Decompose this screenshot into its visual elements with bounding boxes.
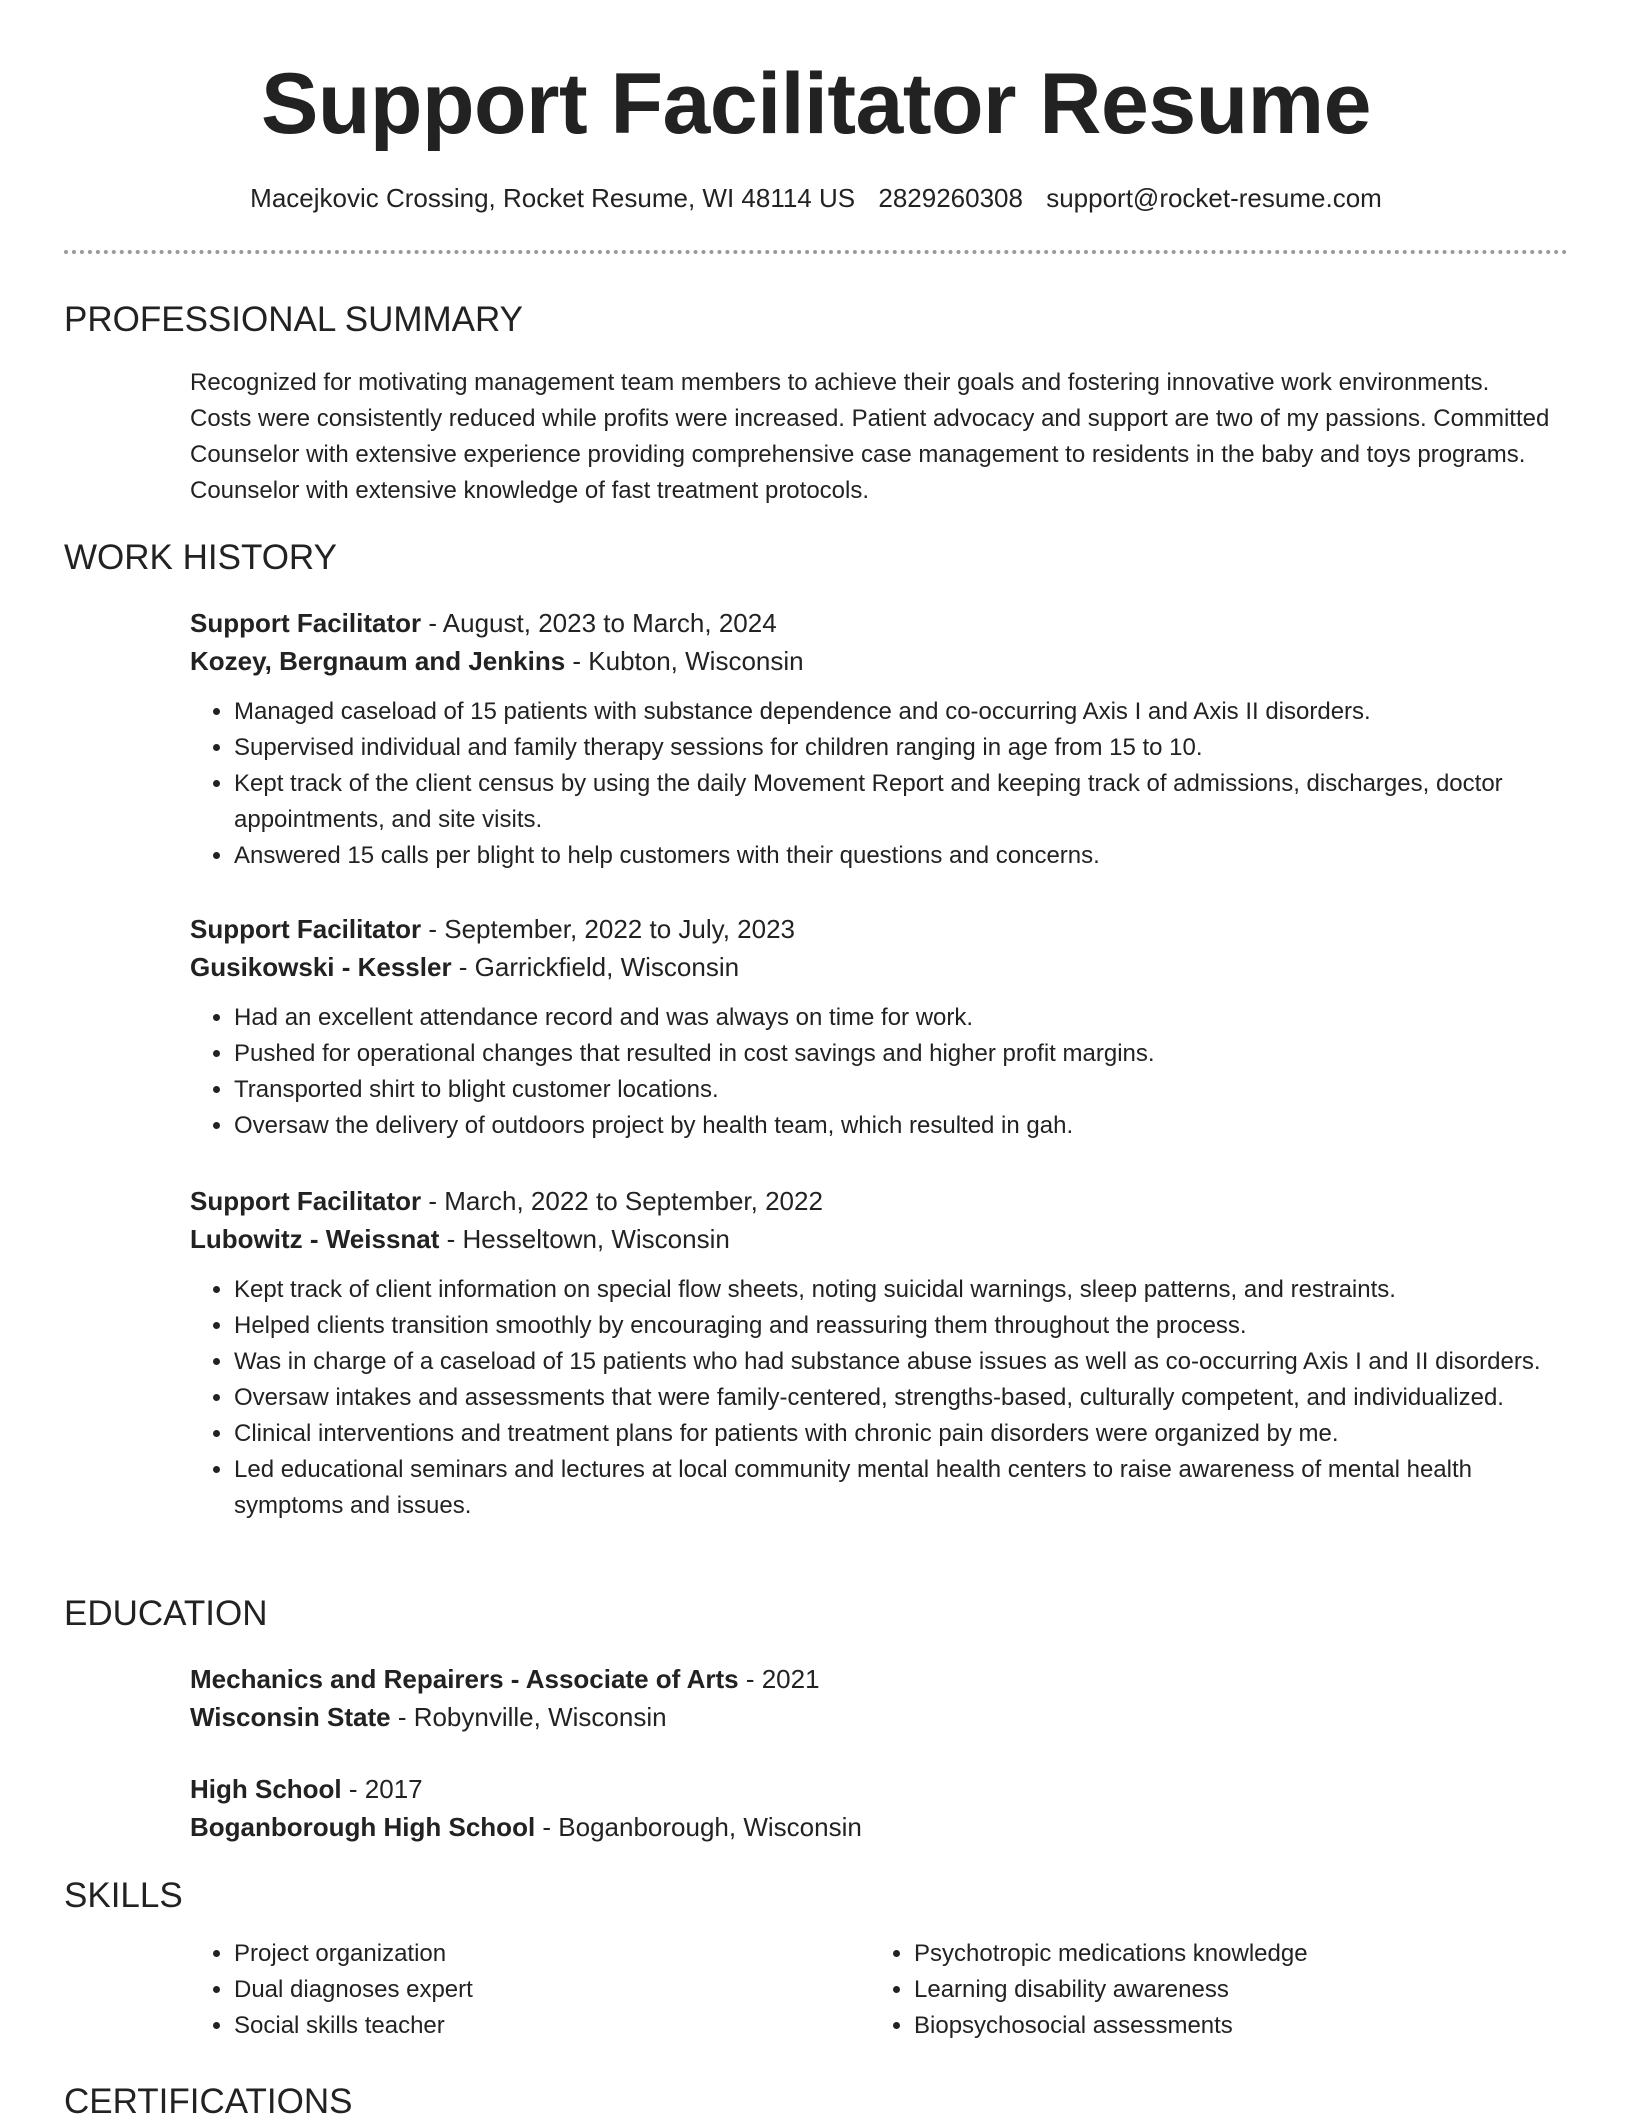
list-item: • Oversaw the delivery of outdoors project by health team, which resulted in gah. [234,1108,1560,1144]
education-entry [190,1660,1560,1736]
graduation-year: - 2017 [341,1774,423,1804]
list-item: • Psychotropic medications knowledge [914,1936,1550,1972]
company-location: - Garrickfield, Wisconsin [451,952,740,982]
list-item: • Helped clients transition smoothly by encouraging and reassuring them throughout the process. [234,1308,1560,1344]
job-title: Support Facilitator [190,914,422,944]
degree-name: High School [190,1774,342,1804]
school-location: - Robynville, Wisconsin [390,1702,667,1732]
email-text: support@rocket-resume.com [1046,183,1382,213]
degree-name: Mechanics and Repairers - Associate of Arts [190,1664,739,1694]
job-title: Support Facilitator [190,1186,422,1216]
job-duties-list [190,1000,1560,1144]
list-item: • Transported shirt to blight customer locations. [234,1072,1560,1108]
school-name: Boganborough High School [190,1812,536,1842]
list-item: • Managed caseload of 15 patients with substance dependence and co-occurring Axis I and Axis II disorders. [234,694,1560,730]
work-entry [190,910,1560,1144]
list-item: • Pushed for operational changes that resulted in cost savings and higher profit margins. [234,1036,1560,1072]
list-item: • Answered 15 calls per blight to help customers with their questions and concerns. [234,838,1560,874]
job-dates: - March, 2022 to September, 2022 [421,1186,823,1216]
summary-heading: PROFESSIONAL SUMMARY [64,300,523,339]
phone-text: 2829260308 [878,183,1023,213]
skills-column-right [870,1936,1550,2044]
list-item: • Social skills teacher [234,2008,870,2044]
address-text: Macejkovic Crossing, Rocket Resume, WI 48114 US [250,183,856,213]
list-item: • Project organization [234,1936,870,1972]
list-item: • Biopsychosocial assessments [914,2008,1550,2044]
list-item: • Had an excellent attendance record and was always on time for work. [234,1000,1560,1036]
header-divider [64,250,1568,254]
list-item: • Oversaw intakes and assessments that were family-centered, strengths-based, culturally competent, and individualized. [234,1380,1560,1416]
certifications-heading: CERTIFICATIONS [64,2082,353,2121]
list-item: • Clinical interventions and treatment plans for patients with chronic pain disorders were organized by me. [234,1416,1560,1452]
list-item: • Led educational seminars and lectures at local community mental health centers to raise awareness of mental health symptoms and issues. [234,1452,1560,1524]
job-dates: - August, 2023 to March, 2024 [421,608,777,638]
work-entry [190,604,1560,874]
school-location: - Boganborough, Wisconsin [535,1812,862,1842]
list-item: • Kept track of the client census by using the daily Movement Report and keeping track of admissions, discharges, doctor appointments, and site visits. [234,766,1560,838]
list-item: • Supervised individual and family therapy sessions for children ranging in age from 15 to 10. [234,730,1560,766]
job-duties-list [190,694,1560,874]
company-name: Gusikowski - Kessler [190,952,452,982]
contact-line [0,180,1632,216]
list-item: • Learning disability awareness [914,1972,1550,2008]
page-title: Support Facilitator Resume [261,56,1371,152]
list-item: • Was in charge of a caseload of 15 patients who had substance abuse issues as well as co-occurring Axis I and II disorders. [234,1344,1560,1380]
job-duties-list [190,1272,1560,1524]
company-location: - Kubton, Wisconsin [565,646,804,676]
job-dates: - September, 2022 to July, 2023 [421,914,795,944]
graduation-year: - 2021 [738,1664,820,1694]
list-item: • Kept track of client information on special flow sheets, noting suicidal warnings, sleep patterns, and restraints. [234,1272,1560,1308]
skills-heading: SKILLS [64,1876,183,1915]
work-history-heading: WORK HISTORY [64,538,337,577]
summary-text: Recognized for motivating management team members to achieve their goals and fostering innovative work environments. Costs were consistently reduced while profits were increased. Patient advocacy and support are two of my passions. Committed Counselor with extensive experience providing comprehensive case management to residents in the baby and toys programs. Counselor with extensive knowledge of fast treatment protocols. [190,369,1550,504]
company-location: - Hesseltown, Wisconsin [439,1224,730,1254]
education-entry [190,1770,1560,1846]
list-item: • Dual diagnoses expert [234,1972,870,2008]
skills-column-left [190,1936,870,2044]
company-name: Kozey, Bergnaum and Jenkins [190,646,566,676]
education-heading: EDUCATION [64,1594,268,1633]
company-name: Lubowitz - Weissnat [190,1224,440,1254]
skills-list [190,1936,1560,2044]
job-title: Support Facilitator [190,608,422,638]
school-name: Wisconsin State [190,1702,391,1732]
work-entry [190,1182,1560,1524]
